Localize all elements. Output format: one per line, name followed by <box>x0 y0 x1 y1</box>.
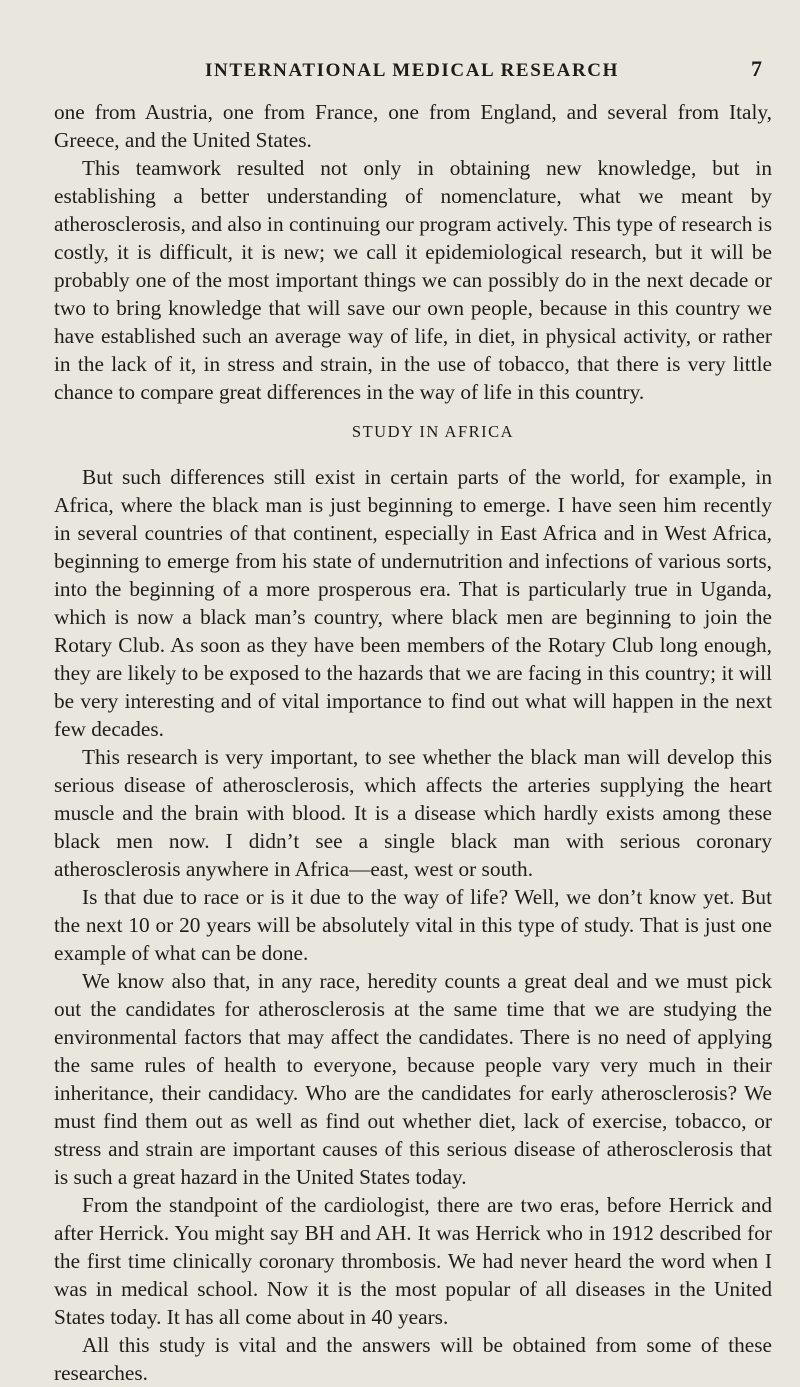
body-text <box>54 98 772 1387</box>
paragraph: All this study is vital and the answers will be obtained from some of these researches. <box>54 1333 772 1385</box>
paragraph: From the standpoint of the cardiologist, there are two eras, before Herrick and after Herrick. You might say BH and AH. It was Herrick who in 1912 described for the first time clinically coronary thrombosis. We had never heard the word when I was in medical school. Now it is the most popular of all diseases in the United States today. It has all come about in 40 years. <box>54 1193 772 1329</box>
running-head: INTERNATIONAL MEDICAL RESEARCH <box>205 60 619 81</box>
section-heading: STUDY IN AFRICA <box>351 422 515 441</box>
paragraph: Is that due to race or is it due to the way of life? Well, we don’t know yet. But the next 10 or 20 years will be absolutely vital in this type of study. That is just one example of what can be done. <box>54 885 772 965</box>
paragraph: We know also that, in any race, heredity counts a great deal and we must pick out the candidates for atherosclerosis at the same time that we are studying the environmental factors that may affect the candidates. There is no need of applying the same rules of health to everyone, because people vary very much in their inheritance, their candidacy. Who are the candidates for early atherosclerosis? We must find them out as well as find out whether diet, lack of exercise, tobacco, or stress and strain are important causes of this serious disease of atherosclerosis that is such a great hazard in the United States today. <box>54 969 772 1189</box>
paragraph: This research is very important, to see whether the black man will develop this serious disease of atherosclerosis, which affects the arteries supplying the heart muscle and the brain with blood. It is a disease which hardly exists among these black men now. I didn’t see a single black man with serious coronary atherosclerosis anywhere in Africa—east, west or south. <box>54 745 772 881</box>
paragraph: But such differences still exist in certain parts of the world, for example, in Africa, where the black man is just beginning to emerge. I have seen him recently in several countries of that continent, especially in East Africa and in West Africa, beginning to emerge from his state of undernutrition and infections of various sorts, into the beginning of a more prosperous era. That is particularly true in Uganda, which is now a black man’s country, where black men are beginning to join the Rotary Club. As soon as they have been members of the Rotary Club long enough, they are likely to be exposed to the hazards that we are facing in this country; it will be very interesting and of vital importance to find out what will happen in the next few decades. <box>54 465 772 741</box>
paragraph: one from Austria, one from France, one from England, and several from Italy, Greece, and the United States. <box>54 100 772 152</box>
paragraph: This teamwork resulted not only in obtaining new knowledge, but in establishing a better understanding of nomenclature, what we meant by atherosclerosis, and also in continuing our program actively. This type of research is costly, it is difficult, it is new; we call it epidemiological research, but it will be probably one of the most important things we can possibly do in the next decade or two to bring knowledge that will save our own people, because in this country we have established such an average way of life, in diet, in physical activity, or rather in the lack of it, in stress and strain, in the use of tobacco, that there is very little chance to compare great differences in the way of life in this country. <box>54 156 772 404</box>
page-number: 7 <box>751 56 762 81</box>
